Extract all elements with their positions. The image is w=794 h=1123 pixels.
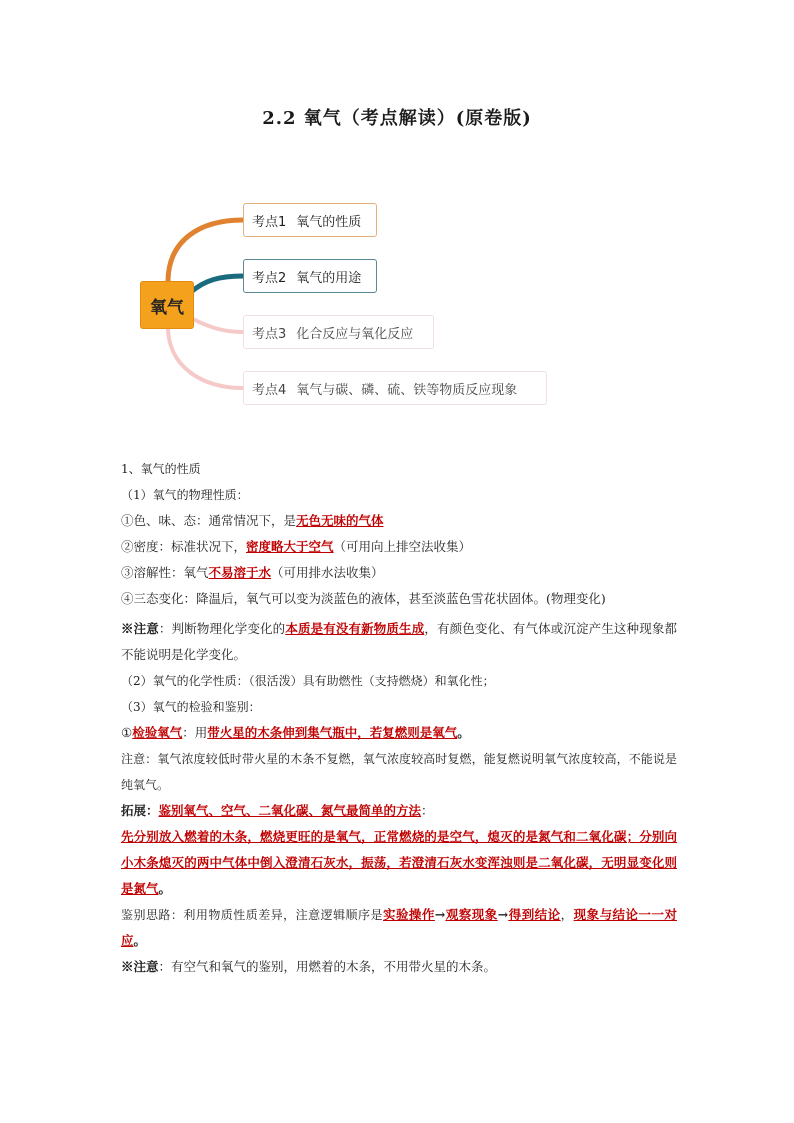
text: ：用	[182, 725, 208, 740]
note-label: ※注意	[121, 621, 159, 636]
property-color	[121, 508, 677, 534]
note-1	[121, 616, 677, 668]
note-2: 注意：氧气浓度较低时带火星的木条不复燃，氧气浓度较高时复燃，能复燃说明氧气浓度较高，不能说是纯氧气。	[121, 752, 677, 792]
text: ③溶解性：氧气	[121, 565, 209, 580]
test-oxygen	[121, 720, 677, 746]
key-point: 观察现象	[445, 907, 498, 922]
text: ，有颜色变化、有气体或沉淀产生这种现象都不能说明是化学变化。	[121, 621, 677, 662]
branch-text: 氧气与碳、磷、硫、铁等物质反应现象	[296, 382, 518, 398]
branch-text: 氧气的用途	[296, 270, 362, 286]
key-point: 鉴别氧气、空气、二氧化碳、氮气最简单的方法	[158, 803, 422, 818]
connector-4	[168, 327, 243, 388]
text: （可用向上排空法收集）	[333, 539, 472, 554]
text: ：判断物理化学变化的	[158, 621, 286, 636]
text: ②密度：标准状况下，	[121, 539, 247, 554]
branch-label: 考点2	[252, 270, 287, 286]
property-density	[121, 534, 677, 560]
mindmap-branch-2	[243, 259, 377, 293]
text: 。	[457, 725, 470, 740]
content-body	[121, 456, 677, 980]
text: 。	[158, 881, 172, 896]
branch-label: 考点1	[252, 214, 287, 230]
key-point: 检验氧气	[132, 725, 183, 740]
extension-heading	[121, 798, 677, 824]
text: ：	[421, 803, 434, 818]
key-point: 带火星的木条伸到集气瓶中，若复燃则是氧气	[207, 725, 458, 740]
mindmap-branch-3	[243, 315, 434, 349]
branch-label: 考点4	[252, 382, 287, 398]
text: 。	[133, 933, 147, 948]
key-point: 得到结论	[508, 907, 561, 922]
arrow: →	[434, 907, 446, 922]
section-heading: 1、氧气的性质	[121, 462, 201, 476]
key-point: 本质是有没有新物质生成	[285, 621, 425, 636]
key-point: 实验操作	[382, 907, 435, 922]
arrow: →	[497, 907, 509, 922]
text: 鉴别思路：利用物质性质差异，注意逻辑顺序是	[121, 908, 383, 922]
branch-label: 考点3	[252, 326, 287, 342]
text: ①色、味、态：通常情况下，是	[121, 513, 297, 528]
text: ：有空气和氧气的鉴别，用燃着的木条，不用带火星的木条。	[158, 959, 497, 974]
text: （可用排水法收集）	[271, 565, 384, 580]
note-label: ※注意	[121, 959, 159, 974]
subsection-physical: （1）氧气的物理性质：	[121, 488, 249, 502]
mindmap-branch-4	[243, 371, 547, 405]
key-point: 无色无味的气体	[296, 513, 384, 528]
text: ，	[560, 907, 574, 922]
identification-idea	[121, 902, 677, 954]
branch-text: 化合反应与氧化反应	[296, 326, 414, 342]
mindmap-branch-1	[243, 203, 377, 237]
text: 拓展：	[121, 803, 159, 818]
subsection-chemical: （2）氧气的化学性质：（很活泼）具有助燃性（支持燃烧）和氧化性；	[121, 674, 495, 688]
mindmap-connectors	[0, 0, 794, 420]
connector-1	[168, 220, 243, 282]
note-3	[121, 954, 677, 980]
key-point: 不易溶于水	[208, 565, 272, 580]
subsection-test: （3）氧气的检验和鉴别：	[121, 700, 261, 714]
property-states: ④三态变化：降温后，氧气可以变为淡蓝色的液体，甚至淡蓝色雪花状固体。(物理变化)	[121, 591, 606, 606]
key-point: 现象与结论一一对应	[121, 907, 677, 948]
key-point: 先分别放入燃着的木条，燃烧更旺的是氧气，正常燃烧的是空气，熄灭的是氮气和二氧化碳；分别向小木条熄灭的两中气体中倒入澄清石灰水，振荡，若澄清石灰水变浑浊则是二氧化碳，无明显变化则是氮气	[121, 829, 677, 896]
page-title: 2.2 氧气（考点解读）(原卷版)	[262, 108, 532, 129]
text: ①	[121, 725, 133, 740]
mindmap-center-node: 氧气	[140, 281, 194, 329]
connector-2	[191, 276, 243, 292]
connector-3	[191, 318, 243, 332]
branch-text: 氧气的性质	[296, 214, 362, 230]
extension-body	[121, 824, 677, 902]
property-solubility	[121, 560, 677, 586]
key-point: 密度略大于空气	[246, 539, 334, 554]
